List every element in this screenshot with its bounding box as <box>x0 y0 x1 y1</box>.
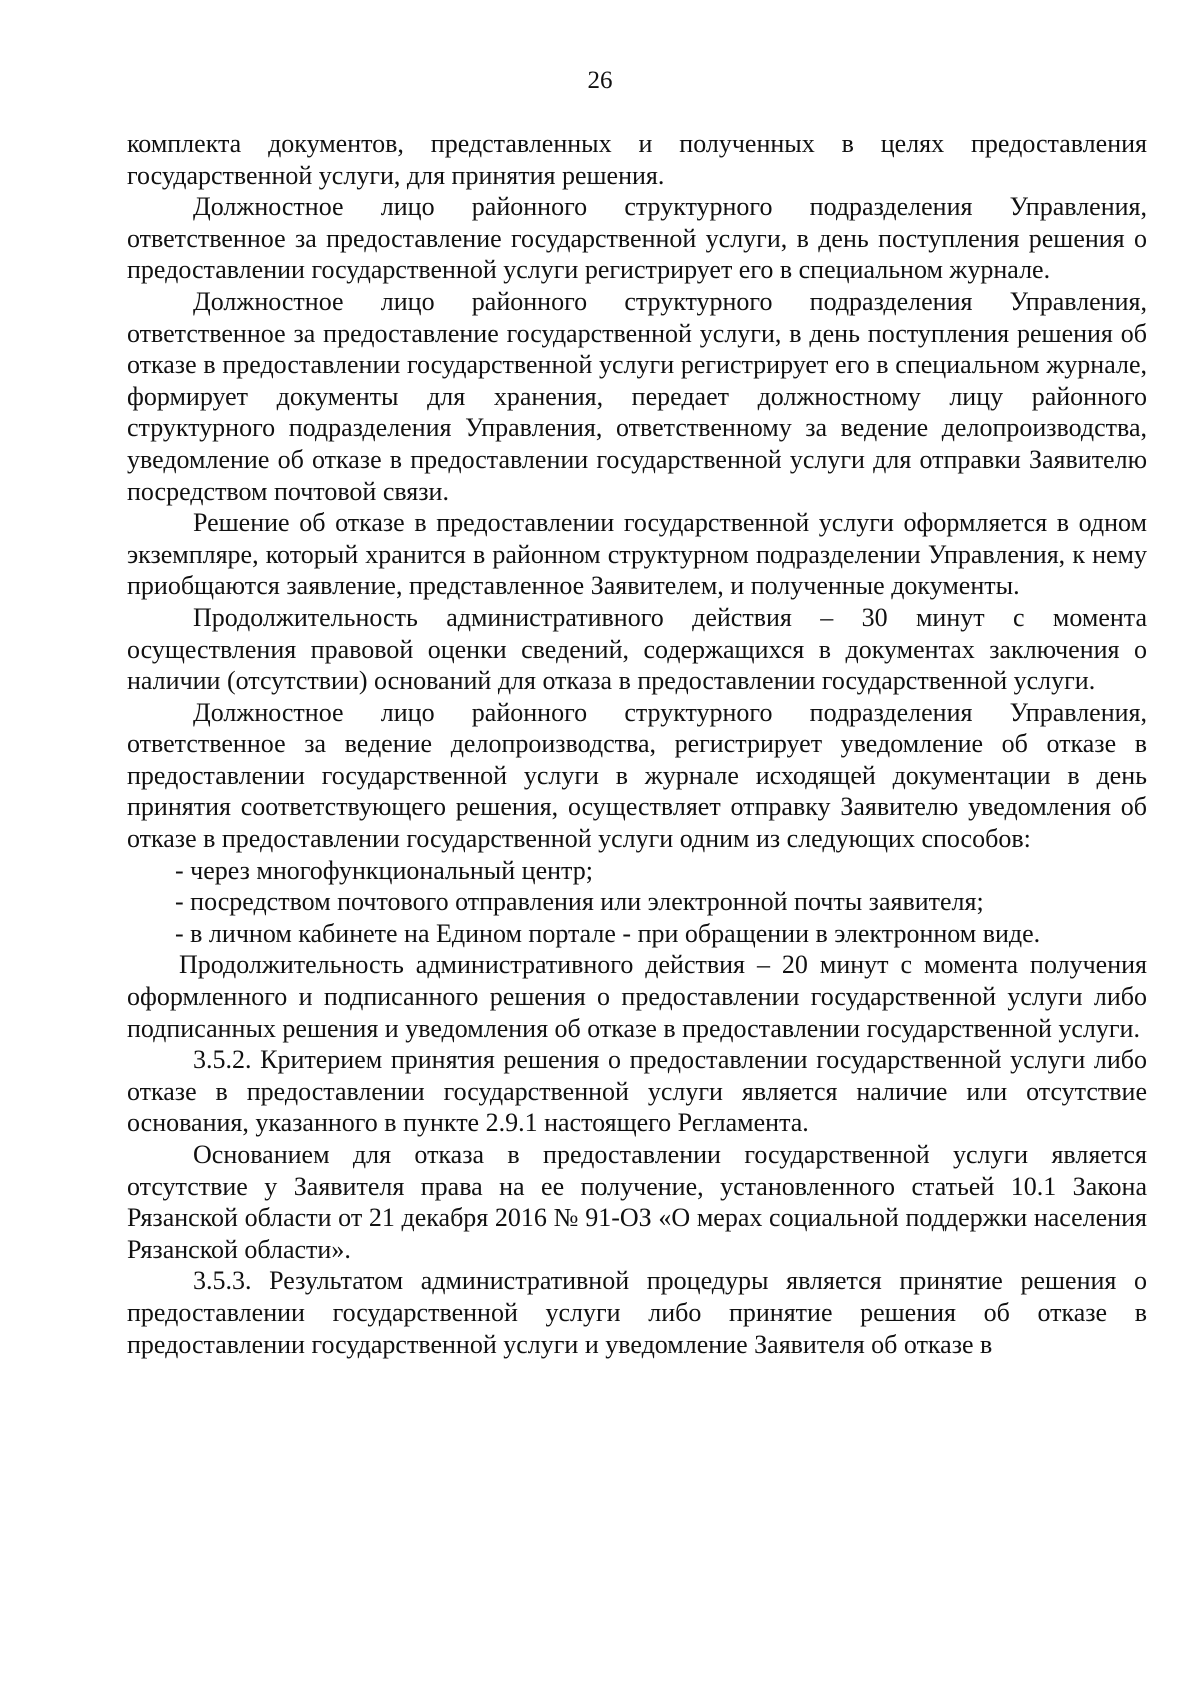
list-item-post-email: - посредством почтового отправления или электронной почты заявителя; <box>175 887 984 917</box>
page-number: 26 <box>587 67 613 94</box>
paragraph-3-5-3-result: 3.5.3. Результатом административной процедуры является принятие решения о предоставлении государственной услуги либо принятие решения об отказе в предоставлении государственной услуги и уведомление Заявителя об отказе в <box>127 1266 1147 1359</box>
paragraph-continuation: комплекта документов, представленных и полученных в целях предоставления государственной услуги, для принятия решения. <box>127 129 1147 190</box>
paragraph-notification-methods: Должностное лицо районного структурного подразделения Управления, ответственное за ведение делопроизводства, регистрирует уведомление об отказе в предоставлении государственной услуги в журнале исходящей документации в день принятия соответствующего решения, осуществляет отправку Заявителю уведомления об отказе в предоставлении государственной услуги одним из следующих способов: <box>127 697 1147 854</box>
paragraph-3-5-2-criterion: 3.5.2. Критерием принятия решения о предоставлении государственной услуги либо отказе в предоставлении государственной услуги является наличие или отсутствие основания, указанного в пункте 2.9.1 настоящего Регламента. <box>127 1045 1147 1138</box>
paragraph-refusal-basis: Основанием для отказа в предоставлении государственной услуги является отсутствие у Заявителя права на ее получение, установленного статьей 10.1 Закона Рязанской области от 21 декабря 2016 № 91-ОЗ «О мерах социальной поддержки населения Рязанской области». <box>127 1140 1147 1264</box>
document-body <box>127 128 1147 1360</box>
paragraph-duration-20: Продолжительность административного действия – 20 минут с момента получения оформленного и подписанного решения о предоставлении государственной услуги либо подписанных решения и уведомления об отказе в предоставлении государственной услуги. <box>127 950 1147 1043</box>
paragraph-duration-30: Продолжительность административного действия – 30 минут с момента осуществления правовой оценки сведений, содержащихся в документах заключения о наличии (отсутствии) оснований для отказа в предоставлении государственной услуги. <box>127 602 1147 696</box>
list-item-portal: - в личном кабинете на Едином портале - при обращении в электронном виде. <box>175 918 1041 948</box>
list-item-mfc: - через многофункциональный центр; <box>175 855 593 885</box>
paragraph-registration-refusal: Должностное лицо районного структурного подразделения Управления, ответственное за предоставление государственной услуги, в день поступления решения об отказе в предоставлении государственной услуги регистрирует его в специальном журнале, формирует документы для хранения, передает должностному лицу районного структурного подразделения Управления, ответственному за ведение делопроизводства, уведомление об отказе в предоставлении государственной услуги для отправки Заявителю посредством почтовой связи. <box>127 286 1147 506</box>
paragraph-refusal-decision: Решение об отказе в предоставлении государственной услуги оформляется в одном экземпляре, который хранится в районном структурном подразделении Управления, к нему приобщаются заявление, представленное Заявителем, и полученные документы. <box>127 508 1147 601</box>
paragraph-registration-approval: Должностное лицо районного структурного подразделения Управления, ответственное за предоставление государственной услуги, в день поступления решения о предоставлении государственной услуги регистрирует его в специальном журнале. <box>127 192 1147 285</box>
